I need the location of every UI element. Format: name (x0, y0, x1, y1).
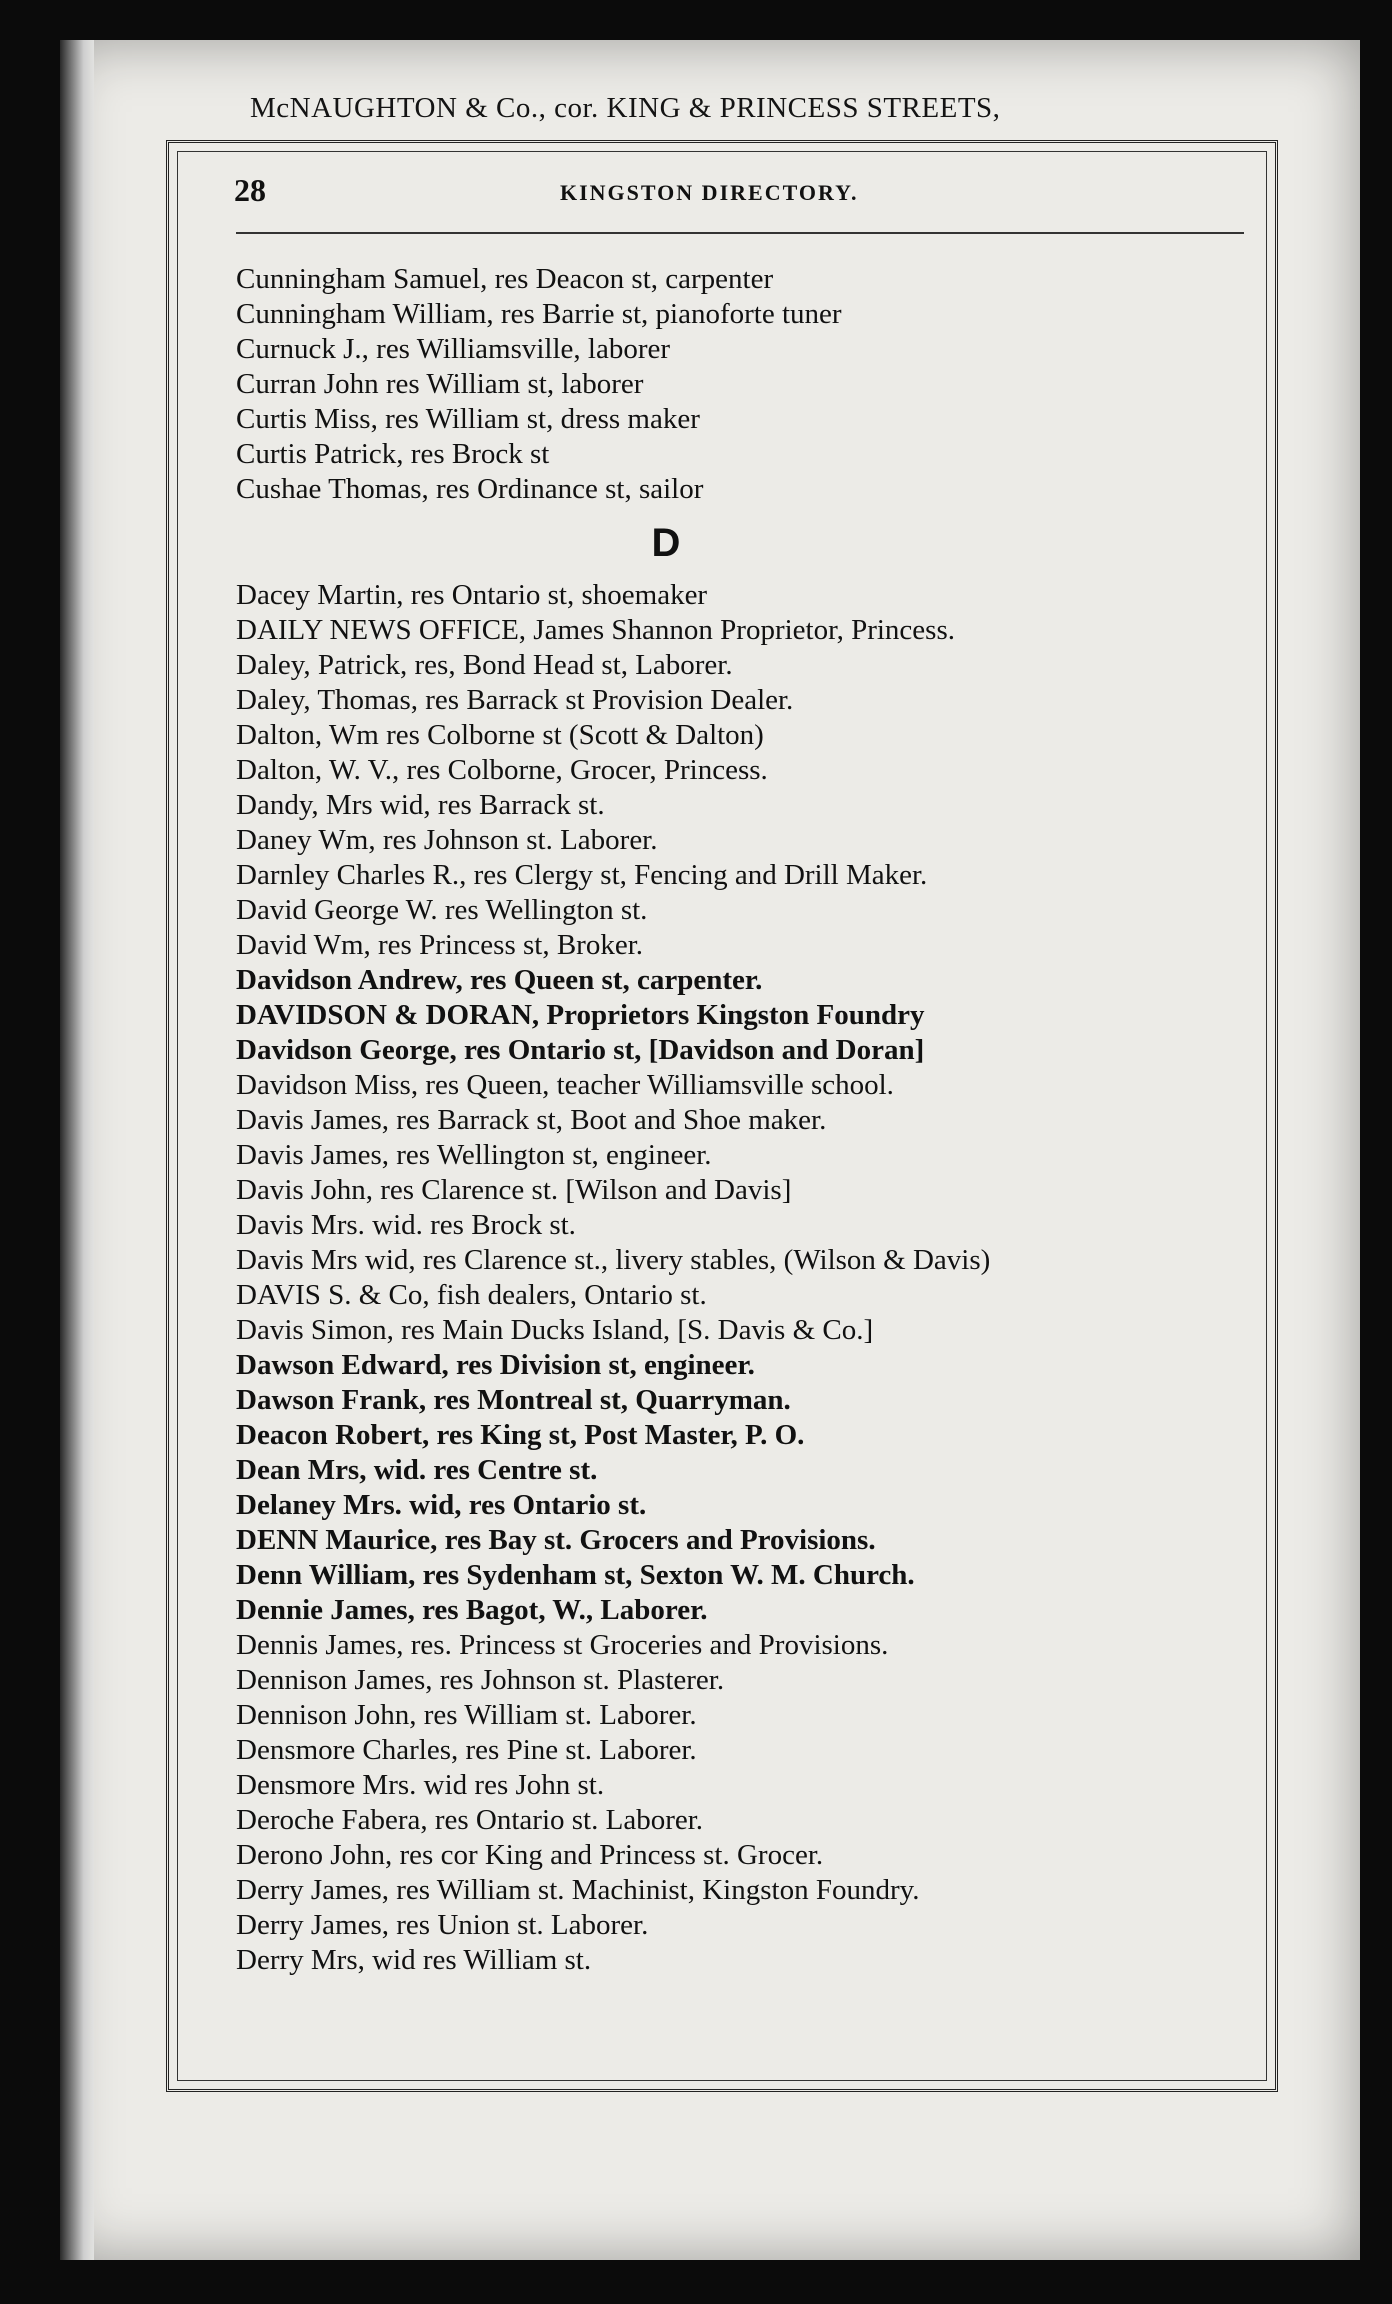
directory-entry: Dawson Edward, res Division st, engineer. (236, 1349, 755, 1381)
directory-entry: Curtis Patrick, res Brock st (236, 438, 550, 470)
directory-entry: Curtis Miss, res William st, dress maker (236, 403, 700, 435)
directory-entry: Davis John, res Clarence st. [Wilson and Davis] (236, 1174, 792, 1206)
directory-entry: Delaney Mrs. wid, res Ontario st. (236, 1489, 647, 1521)
directory-entry: Denn William, res Sydenham st, Sexton W. M. Church. (236, 1559, 915, 1591)
directory-entry: Dennison John, res William st. Laborer. (236, 1699, 697, 1731)
directory-entry: DAILY NEWS OFFICE, James Shannon Proprietor, Princess. (236, 614, 955, 646)
directory-entry: DAVIDSON & DORAN, Proprietors Kingston Foundry (236, 999, 925, 1031)
directory-entry: Cunningham Samuel, res Deacon st, carpenter (236, 263, 774, 295)
directory-entry: Dalton, W. V., res Colborne, Grocer, Princess. (236, 754, 768, 786)
directory-entry: Dalton, Wm res Colborne st (Scott & Dalton) (236, 719, 764, 751)
entries-d-list (236, 578, 1236, 1978)
directory-entry: Dandy, Mrs wid, res Barrack st. (236, 789, 605, 821)
directory-entry: Derono John, res cor King and Princess st. Grocer. (236, 1839, 824, 1871)
directory-entry: Cunningham William, res Barrie st, pianoforte tuner (236, 298, 842, 330)
directory-entry: Curnuck J., res Williamsville, laborer (236, 333, 671, 365)
directory-entry: Densmore Mrs. wid res John st. (236, 1769, 605, 1801)
header-rule (236, 232, 1244, 234)
directory-entry: Curran John res William st, laborer (236, 368, 644, 400)
directory-entry: David Wm, res Princess st, Broker. (236, 929, 644, 961)
directory-entry: David George W. res Wellington st. (236, 894, 648, 926)
directory-entry: Deroche Fabera, res Ontario st. Laborer. (236, 1804, 704, 1836)
directory-entry: Davis James, res Barrack st, Boot and Shoe maker. (236, 1104, 827, 1136)
section-letter-d: D (651, 521, 681, 565)
directory-entry: DAVIS S. & Co, fish dealers, Ontario st. (236, 1279, 707, 1311)
directory-entry: Dennison James, res Johnson st. Plasterer. (236, 1664, 725, 1696)
page-heading: KINGSTON DIRECTORY. (560, 180, 859, 205)
directory-entry: Cushae Thomas, res Ordinance st, sailor (236, 473, 704, 505)
directory-entry: Dennie James, res Bagot, W., Laborer. (236, 1594, 708, 1626)
directory-entry: Daley, Patrick, res, Bond Head st, Laborer. (236, 649, 733, 681)
directory-entry: Davidson Andrew, res Queen st, carpenter. (236, 964, 763, 996)
directory-entry: Dennis James, res. Princess st Groceries and Provisions. (236, 1629, 889, 1661)
book-spine-shadow (60, 40, 94, 2260)
directory-entry: Davidson George, res Ontario st, [Davidson and Doran] (236, 1034, 925, 1066)
entries-c-list (236, 262, 1236, 507)
directory-entries (236, 262, 1236, 1978)
directory-entry: Daney Wm, res Johnson st. Laborer. (236, 824, 658, 856)
directory-entry: DENN Maurice, res Bay st. Grocers and Provisions. (236, 1524, 876, 1556)
directory-entry: Davidson Miss, res Queen, teacher Williamsville school. (236, 1069, 894, 1101)
directory-entry: Dawson Frank, res Montreal st, Quarryman. (236, 1384, 791, 1416)
directory-entry: Davis Mrs. wid. res Brock st. (236, 1209, 576, 1241)
directory-entry: Dean Mrs, wid. res Centre st. (236, 1454, 598, 1486)
directory-entry: Derry James, res Union st. Laborer. (236, 1909, 649, 1941)
directory-entry: Derry James, res William st. Machinist, Kingston Foundry. (236, 1874, 920, 1906)
directory-entry: Derry Mrs, wid res William st. (236, 1944, 592, 1976)
directory-entry: Dacey Martin, res Ontario st, shoemaker (236, 579, 708, 611)
page-number: 28 (234, 172, 266, 208)
directory-entry: Darnley Charles R., res Clergy st, Fencing and Drill Maker. (236, 859, 928, 891)
directory-entry: Deacon Robert, res King st, Post Master, P. O. (236, 1419, 805, 1451)
directory-entry: Daley, Thomas, res Barrack st Provision Dealer. (236, 684, 794, 716)
directory-entry: Davis Mrs wid, res Clarence st., livery stables, (Wilson & Davis) (236, 1244, 991, 1276)
running-head: McNAUGHTON & Co., cor. KING & PRINCESS STREETS, (250, 92, 1001, 124)
directory-entry: Davis Simon, res Main Ducks Island, [S. Davis & Co.] (236, 1314, 874, 1346)
directory-entry: Densmore Charles, res Pine st. Laborer. (236, 1734, 697, 1766)
directory-entry: Davis James, res Wellington st, engineer. (236, 1139, 712, 1171)
